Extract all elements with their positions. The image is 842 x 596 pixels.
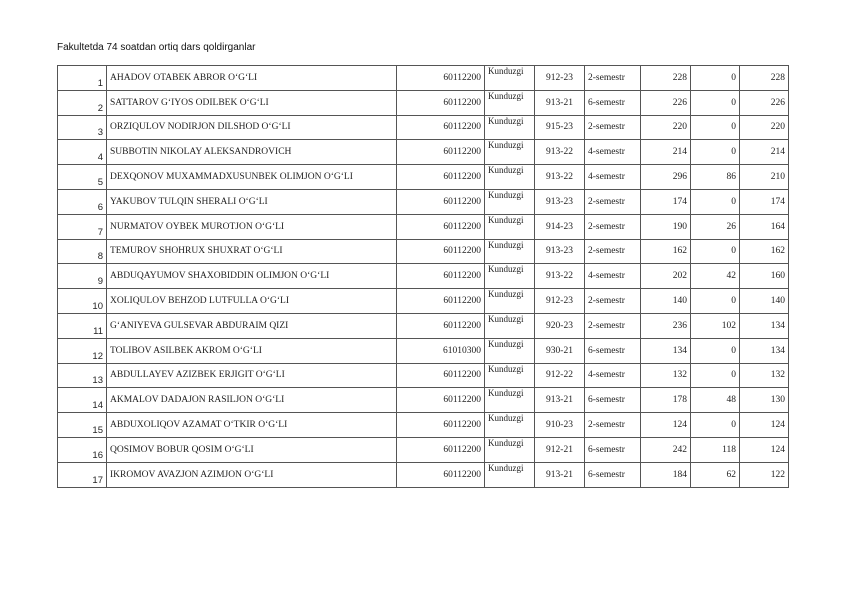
program-code-cell: 60112200 xyxy=(397,214,485,239)
unexcused-hours-cell: 164 xyxy=(740,214,789,239)
program-code-cell: 60112200 xyxy=(397,313,485,338)
table-row xyxy=(58,462,789,487)
group-code-cell: 913-22 xyxy=(535,140,585,165)
student-name-cell: IKROMOV AVAZJON AZIMJON O‘G‘LI xyxy=(107,462,397,487)
student-name-cell: AKMALOV DADAJON RASILJON O‘G‘LI xyxy=(107,388,397,413)
student-name-cell: DEXQONOV MUXAMMADXUSUNBEK OLIMJON O‘G‘LI xyxy=(107,165,397,190)
group-code-cell: 913-21 xyxy=(535,90,585,115)
semester-cell: 4-semestr xyxy=(585,165,641,190)
study-form-cell: Kunduzgi xyxy=(485,90,535,115)
table-row xyxy=(58,289,789,314)
table-row xyxy=(58,264,789,289)
unexcused-hours-cell: 132 xyxy=(740,363,789,388)
total-hours-cell: 162 xyxy=(641,239,691,264)
semester-cell: 2-semestr xyxy=(585,189,641,214)
unexcused-hours-cell: 226 xyxy=(740,90,789,115)
student-name-cell: NURMATOV OYBEK MUROTJON O‘G‘LI xyxy=(107,214,397,239)
row-number-cell: 11 xyxy=(58,313,107,338)
program-code-cell: 60112200 xyxy=(397,437,485,462)
study-form-cell: Kunduzgi xyxy=(485,214,535,239)
table-row xyxy=(58,388,789,413)
total-hours-cell: 296 xyxy=(641,165,691,190)
group-code-cell: 913-23 xyxy=(535,239,585,264)
student-name-cell: ORZIQULOV NODIRJON DILSHOD O‘G‘LI xyxy=(107,115,397,140)
row-number-cell: 5 xyxy=(58,165,107,190)
student-name-cell: SUBBOTIN NIKOLAY ALEKSANDROVICH xyxy=(107,140,397,165)
program-code-cell: 60112200 xyxy=(397,264,485,289)
student-name-cell: AHADOV OTABEK ABROR O‘G‘LI xyxy=(107,66,397,91)
excused-hours-cell: 0 xyxy=(691,140,740,165)
total-hours-cell: 184 xyxy=(641,462,691,487)
semester-cell: 6-semestr xyxy=(585,90,641,115)
group-code-cell: 914-23 xyxy=(535,214,585,239)
group-code-cell: 913-22 xyxy=(535,165,585,190)
student-name-cell: QOSIMOV BOBUR QOSIM O‘G‘LI xyxy=(107,437,397,462)
study-form-cell: Kunduzgi xyxy=(485,388,535,413)
absence-table xyxy=(57,65,789,488)
unexcused-hours-cell: 214 xyxy=(740,140,789,165)
row-number-cell: 10 xyxy=(58,289,107,314)
semester-cell: 2-semestr xyxy=(585,214,641,239)
program-code-cell: 60112200 xyxy=(397,66,485,91)
study-form-cell: Kunduzgi xyxy=(485,189,535,214)
row-number-cell: 6 xyxy=(58,189,107,214)
table-row xyxy=(58,90,789,115)
row-number-cell: 12 xyxy=(58,338,107,363)
row-number-cell: 8 xyxy=(58,239,107,264)
study-form-cell: Kunduzgi xyxy=(485,239,535,264)
unexcused-hours-cell: 162 xyxy=(740,239,789,264)
student-name-cell: ABDUQAYUMOV SHAXOBIDDIN OLIMJON O‘G‘LI xyxy=(107,264,397,289)
group-code-cell: 912-23 xyxy=(535,66,585,91)
table-row xyxy=(58,214,789,239)
excused-hours-cell: 0 xyxy=(691,363,740,388)
row-number-cell: 9 xyxy=(58,264,107,289)
unexcused-hours-cell: 124 xyxy=(740,437,789,462)
semester-cell: 2-semestr xyxy=(585,289,641,314)
study-form-cell: Kunduzgi xyxy=(485,115,535,140)
table-row xyxy=(58,115,789,140)
row-number-cell: 17 xyxy=(58,462,107,487)
row-number-cell: 15 xyxy=(58,413,107,438)
row-number-cell: 16 xyxy=(58,437,107,462)
unexcused-hours-cell: 160 xyxy=(740,264,789,289)
table-row xyxy=(58,363,789,388)
table-row xyxy=(58,165,789,190)
study-form-cell: Kunduzgi xyxy=(485,413,535,438)
semester-cell: 2-semestr xyxy=(585,66,641,91)
program-code-cell: 60112200 xyxy=(397,189,485,214)
program-code-cell: 60112200 xyxy=(397,115,485,140)
study-form-cell: Kunduzgi xyxy=(485,289,535,314)
table-row xyxy=(58,140,789,165)
study-form-cell: Kunduzgi xyxy=(485,437,535,462)
group-code-cell: 912-23 xyxy=(535,289,585,314)
semester-cell: 2-semestr xyxy=(585,413,641,438)
table-row xyxy=(58,189,789,214)
total-hours-cell: 202 xyxy=(641,264,691,289)
total-hours-cell: 214 xyxy=(641,140,691,165)
excused-hours-cell: 86 xyxy=(691,165,740,190)
semester-cell: 4-semestr xyxy=(585,363,641,388)
program-code-cell: 60112200 xyxy=(397,289,485,314)
program-code-cell: 60112200 xyxy=(397,140,485,165)
excused-hours-cell: 0 xyxy=(691,338,740,363)
semester-cell: 6-semestr xyxy=(585,462,641,487)
excused-hours-cell: 118 xyxy=(691,437,740,462)
table-row xyxy=(58,437,789,462)
row-number-cell: 3 xyxy=(58,115,107,140)
group-code-cell: 913-21 xyxy=(535,462,585,487)
total-hours-cell: 140 xyxy=(641,289,691,314)
row-number-cell: 13 xyxy=(58,363,107,388)
program-code-cell: 60112200 xyxy=(397,165,485,190)
semester-cell: 4-semestr xyxy=(585,264,641,289)
total-hours-cell: 228 xyxy=(641,66,691,91)
unexcused-hours-cell: 140 xyxy=(740,289,789,314)
study-form-cell: Kunduzgi xyxy=(485,363,535,388)
student-name-cell: ABDUXOLIQOV AZAMAT O‘TKIR O‘G‘LI xyxy=(107,413,397,438)
study-form-cell: Kunduzgi xyxy=(485,462,535,487)
excused-hours-cell: 0 xyxy=(691,289,740,314)
row-number-cell: 4 xyxy=(58,140,107,165)
unexcused-hours-cell: 124 xyxy=(740,413,789,438)
excused-hours-cell: 102 xyxy=(691,313,740,338)
semester-cell: 4-semestr xyxy=(585,140,641,165)
table-row xyxy=(58,239,789,264)
study-form-cell: Kunduzgi xyxy=(485,338,535,363)
unexcused-hours-cell: 174 xyxy=(740,189,789,214)
unexcused-hours-cell: 134 xyxy=(740,313,789,338)
group-code-cell: 912-22 xyxy=(535,363,585,388)
excused-hours-cell: 0 xyxy=(691,66,740,91)
row-number-cell: 14 xyxy=(58,388,107,413)
excused-hours-cell: 42 xyxy=(691,264,740,289)
group-code-cell: 912-21 xyxy=(535,437,585,462)
excused-hours-cell: 62 xyxy=(691,462,740,487)
study-form-cell: Kunduzgi xyxy=(485,140,535,165)
student-name-cell: G‘ANIYEVA GULSEVAR ABDURAIM QIZI xyxy=(107,313,397,338)
table-row xyxy=(58,413,789,438)
program-code-cell: 61010300 xyxy=(397,338,485,363)
study-form-cell: Kunduzgi xyxy=(485,313,535,338)
semester-cell: 6-semestr xyxy=(585,338,641,363)
row-number-cell: 7 xyxy=(58,214,107,239)
table-row xyxy=(58,66,789,91)
table-row xyxy=(58,338,789,363)
student-name-cell: TOLIBOV ASILBEK AKROM O‘G‘LI xyxy=(107,338,397,363)
excused-hours-cell: 0 xyxy=(691,413,740,438)
study-form-cell: Kunduzgi xyxy=(485,165,535,190)
semester-cell: 2-semestr xyxy=(585,239,641,264)
unexcused-hours-cell: 122 xyxy=(740,462,789,487)
group-code-cell: 913-22 xyxy=(535,264,585,289)
group-code-cell: 913-21 xyxy=(535,388,585,413)
total-hours-cell: 242 xyxy=(641,437,691,462)
student-name-cell: ABDULLAYEV AZIZBEK ERJIGIT O‘G‘LI xyxy=(107,363,397,388)
student-name-cell: YAKUBOV TULQIN SHERALI O‘G‘LI xyxy=(107,189,397,214)
group-code-cell: 920-23 xyxy=(535,313,585,338)
semester-cell: 2-semestr xyxy=(585,313,641,338)
program-code-cell: 60112200 xyxy=(397,388,485,413)
excused-hours-cell: 0 xyxy=(691,90,740,115)
table-row xyxy=(58,313,789,338)
group-code-cell: 910-23 xyxy=(535,413,585,438)
total-hours-cell: 226 xyxy=(641,90,691,115)
group-code-cell: 913-23 xyxy=(535,189,585,214)
total-hours-cell: 190 xyxy=(641,214,691,239)
student-name-cell: SATTAROV G‘IYOS ODILBEK O‘G‘LI xyxy=(107,90,397,115)
program-code-cell: 60112200 xyxy=(397,363,485,388)
total-hours-cell: 124 xyxy=(641,413,691,438)
total-hours-cell: 134 xyxy=(641,338,691,363)
excused-hours-cell: 48 xyxy=(691,388,740,413)
program-code-cell: 60112200 xyxy=(397,413,485,438)
program-code-cell: 60112200 xyxy=(397,239,485,264)
unexcused-hours-cell: 228 xyxy=(740,66,789,91)
semester-cell: 6-semestr xyxy=(585,437,641,462)
excused-hours-cell: 26 xyxy=(691,214,740,239)
table-body xyxy=(58,66,789,488)
student-name-cell: XOLIQULOV BEHZOD LUTFULLA O‘G‘LI xyxy=(107,289,397,314)
row-number-cell: 1 xyxy=(58,66,107,91)
semester-cell: 2-semestr xyxy=(585,115,641,140)
page-title: Fakultetda 74 soatdan ortiq dars qoldirganlar xyxy=(57,42,256,53)
total-hours-cell: 132 xyxy=(641,363,691,388)
total-hours-cell: 220 xyxy=(641,115,691,140)
excused-hours-cell: 0 xyxy=(691,189,740,214)
study-form-cell: Kunduzgi xyxy=(485,264,535,289)
excused-hours-cell: 0 xyxy=(691,115,740,140)
semester-cell: 6-semestr xyxy=(585,388,641,413)
group-code-cell: 915-23 xyxy=(535,115,585,140)
study-form-cell: Kunduzgi xyxy=(485,66,535,91)
total-hours-cell: 178 xyxy=(641,388,691,413)
row-number-cell: 2 xyxy=(58,90,107,115)
excused-hours-cell: 0 xyxy=(691,239,740,264)
total-hours-cell: 174 xyxy=(641,189,691,214)
student-name-cell: TEMUROV SHOHRUX SHUXRAT O‘G‘LI xyxy=(107,239,397,264)
program-code-cell: 60112200 xyxy=(397,462,485,487)
total-hours-cell: 236 xyxy=(641,313,691,338)
unexcused-hours-cell: 134 xyxy=(740,338,789,363)
group-code-cell: 930-21 xyxy=(535,338,585,363)
program-code-cell: 60112200 xyxy=(397,90,485,115)
unexcused-hours-cell: 220 xyxy=(740,115,789,140)
unexcused-hours-cell: 130 xyxy=(740,388,789,413)
unexcused-hours-cell: 210 xyxy=(740,165,789,190)
